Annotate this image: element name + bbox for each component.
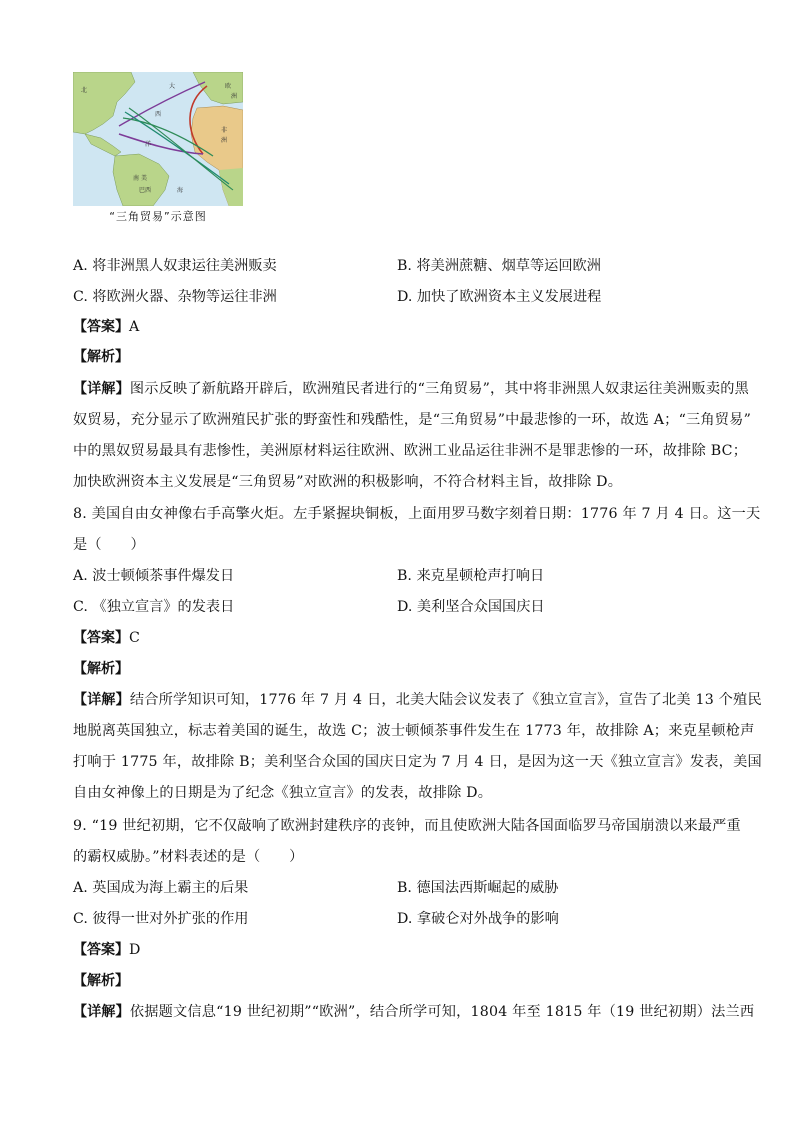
q9-stem-line-2: 的霸权威胁。”材料表述的是（ ） xyxy=(73,849,304,865)
option-letter: A. xyxy=(73,568,88,584)
analysis-tag: 【解析】 xyxy=(73,349,129,365)
map-label: 非 xyxy=(221,127,228,134)
option-text: 波士顿倾茶事件爆发日 xyxy=(92,568,235,584)
q8-analysis-heading xyxy=(73,659,129,679)
detail-text: 图示反映了新航路开辟后，欧洲殖民者进行的“三角贸易”，其中将非洲黑人奴隶运往美洲贩卖的黑 xyxy=(129,381,749,397)
answer-tag: 【答案】 xyxy=(73,630,129,646)
triangular-trade-map xyxy=(73,72,243,206)
detail-text: 依据题文信息“19 世纪初期”“欧洲”，结合所学可知，1804 年至 1815 年（19 世纪初期）法兰西 xyxy=(129,1004,755,1020)
q8-stem-line-1: 8. 美国自由女神像右手高擎火炬。左手紧握块铜板，上面用罗马数字刻着日期：1776 年 7 月 4 日。这一天 xyxy=(73,506,761,522)
q8-detail-line-4: 自由女神像上的日期是为了纪念《独立宣言》的发表，故排除 D。 xyxy=(73,785,493,801)
q9-analysis-heading xyxy=(73,971,129,991)
q7-option-d xyxy=(397,287,601,307)
q9-option-b xyxy=(397,878,558,898)
option-text: 彼得一世对外扩张的作用 xyxy=(92,911,249,927)
map-label: 洋 xyxy=(145,141,152,148)
detail-text: 结合所学知识可知，1776 年 7 月 4 日，北美大陆会议发表了《独立宣言》，宣告了北美 13 个殖民 xyxy=(129,692,762,708)
q7-answer xyxy=(73,317,139,337)
figure-caption: “三角贸易”示意图 xyxy=(109,210,207,223)
option-letter: D. xyxy=(397,599,413,615)
q8-detail-line-2: 地脱离英国独立，标志着美国的诞生，故选 C；波士顿倾茶事件发生在 1773 年，故排除 A；来克星顿枪声 xyxy=(73,723,755,739)
map-label: 洲 xyxy=(221,137,228,144)
option-letter: D. xyxy=(397,289,413,305)
option-text: 拿破仑对外战争的影响 xyxy=(416,911,559,927)
map-label: 北 xyxy=(81,87,88,94)
map-label: 欧 xyxy=(225,83,232,90)
q7-option-b xyxy=(397,256,601,276)
map-label: 大 xyxy=(169,83,176,90)
map-label: 西 xyxy=(155,111,162,118)
q7-option-c xyxy=(73,287,277,307)
q7-option-a xyxy=(73,256,277,276)
detail-tag: 【详解】 xyxy=(73,692,130,708)
option-letter: C. xyxy=(73,599,88,615)
q8-option-a xyxy=(73,566,234,586)
option-text: 《独立宣言》的发表日 xyxy=(92,599,235,615)
answer-value: D xyxy=(129,942,141,958)
answer-tag: 【答案】 xyxy=(73,319,129,335)
option-letter: A. xyxy=(73,880,88,896)
q8-answer xyxy=(73,628,140,648)
map-svg xyxy=(73,72,243,206)
analysis-tag: 【解析】 xyxy=(73,973,129,989)
option-letter: B. xyxy=(397,568,412,584)
option-letter: B. xyxy=(397,258,412,274)
detail-tag: 【详解】 xyxy=(73,1004,130,1020)
q8-option-d xyxy=(397,597,545,617)
map-label: 南 xyxy=(133,175,140,182)
q9-option-c xyxy=(73,909,248,929)
q7-detail-line-1 xyxy=(73,379,749,399)
analysis-tag: 【解析】 xyxy=(73,661,129,677)
q8-stem-line-2: 是（ ） xyxy=(73,537,145,553)
answer-value: C xyxy=(129,630,140,646)
option-text: 英国成为海上霸主的后果 xyxy=(92,880,249,896)
q8-option-b xyxy=(397,566,544,586)
option-text: 将非洲黑人奴隶运往美洲贩卖 xyxy=(92,258,277,274)
q9-detail-line-1 xyxy=(73,1002,754,1022)
option-letter: C. xyxy=(73,911,88,927)
q8-detail-line-1 xyxy=(73,690,762,710)
option-text: 将欧洲火器、杂物等运往非洲 xyxy=(92,289,277,305)
q9-answer xyxy=(73,940,140,960)
option-text: 加快了欧洲资本主义发展进程 xyxy=(416,289,602,305)
answer-value: A xyxy=(129,319,140,335)
option-letter: C. xyxy=(73,289,88,305)
option-letter: B. xyxy=(397,880,412,896)
answer-tag: 【答案】 xyxy=(73,942,129,958)
detail-tag: 【详解】 xyxy=(73,381,130,397)
option-letter: D. xyxy=(397,911,413,927)
option-text: 美利坚合众国国庆日 xyxy=(416,599,545,615)
q7-detail-line-3: 中的黑奴贸易最具有悲惨性，美洲原材料运往欧洲、欧洲工业品运往非洲不是罪悲惨的一环，故排除 BC； xyxy=(73,443,748,459)
option-text: 来克星顿枪声打响日 xyxy=(416,568,545,584)
q7-analysis-heading xyxy=(73,347,129,367)
q9-stem-line-1: 9. “19 世纪初期，它不仅敲响了欧洲封建秩序的丧钟，而且使欧洲大陆各国面临罗马帝国崩溃以来最严重 xyxy=(73,818,741,834)
q8-option-c xyxy=(73,597,234,617)
q7-detail-line-4: 加快欧洲资本主义发展是“三角贸易”对欧洲的积极影响，不符合材料主旨，故排除 D。 xyxy=(73,474,623,490)
map-label: 巴西 xyxy=(139,187,152,194)
option-letter: A. xyxy=(73,258,88,274)
q9-option-d xyxy=(397,909,559,929)
option-text: 将美洲蔗糖、烟草等运回欧洲 xyxy=(416,258,601,274)
map-label: 海 xyxy=(177,187,184,194)
map-label: 洲 xyxy=(231,93,238,100)
q9-option-a xyxy=(73,878,248,898)
q8-detail-line-3: 打响于 1775 年，故排除 B；美利坚合众国的国庆日定为 7 月 4 日，是因为这一天《独立宣言》发表，美国 xyxy=(73,754,762,770)
q7-detail-line-2: 奴贸易，充分显示了欧洲殖民扩张的野蛮性和残酷性，是“三角贸易”中最悲惨的一环，故选 A；“三角贸易” xyxy=(73,412,752,428)
map-label: 美 xyxy=(141,175,148,182)
option-text: 德国法西斯崛起的威胁 xyxy=(416,880,559,896)
